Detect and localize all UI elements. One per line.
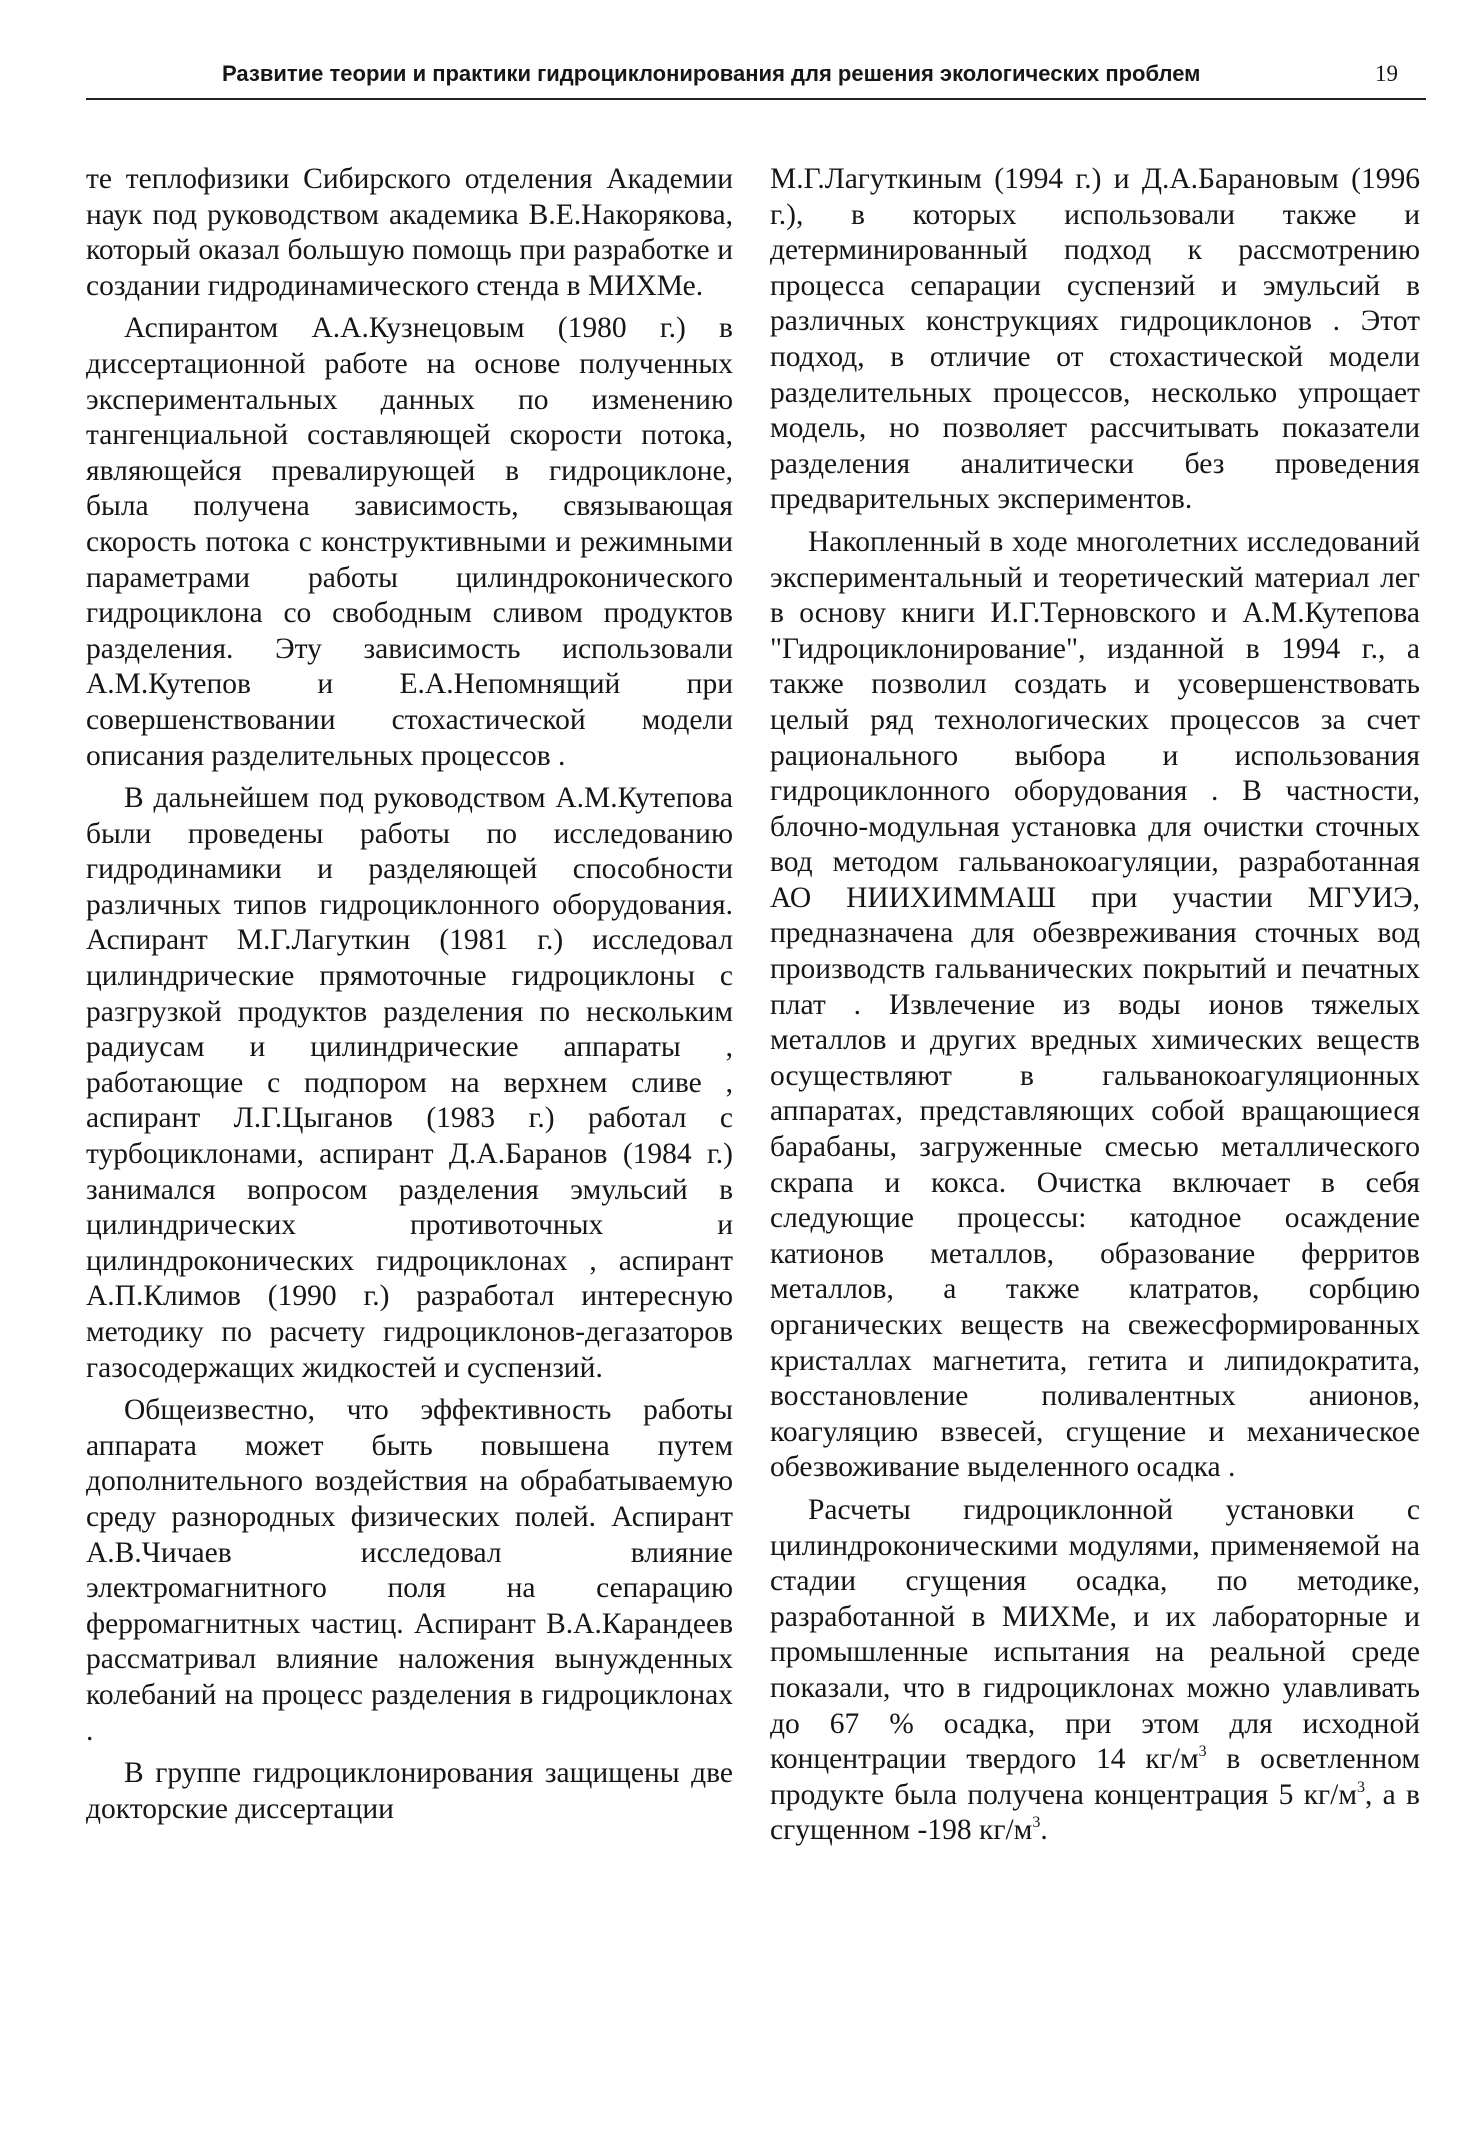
page-number: 19	[1375, 61, 1398, 86]
left-column	[86, 162, 733, 1834]
paragraph: те теплофизики Сибирского отделения Академии наук под руководством академика В.Е.Накорякова, который оказал большую помощь при разработке и создании гидродинамического стенда в МИХМе.	[86, 163, 733, 302]
paragraph: Общеизвестно, что эффективность работы аппарата может быть повышена путем дополнительного воздействия на обрабатываемую среду разнородных физических полей. Аспирант А.В.Чичаев исследовал влияние электромагнитного поля на сепарацию ферромагнитных частиц. Аспирант В.А.Карандеев рассматривал влияние наложения вынужденных колебаний на процесс разделения в гидроциклонах .	[86, 1394, 733, 1747]
right-column	[770, 162, 1420, 1856]
superscript: 3	[1198, 1743, 1207, 1761]
paragraph	[770, 1493, 1420, 1849]
running-header	[86, 58, 1426, 100]
running-title: Развитие теории и практики гидроциклонирования для решения экологических проблем	[222, 61, 1201, 86]
paragraph: В дальнейшем под руководством А.М.Кутепова были проведены работы по исследованию гидродинамики и разделяющей способности различных типов гидроциклонного оборудования. Аспирант М.Г.Лагуткин (1981 г.) исследовал цилиндрические прямоточные гидроциклоны с разгрузкой продуктов разделения по нескольким радиусам и цилиндрические аппараты , работающие с подпором на верхнем сливе , аспирант Л.Г.Цыганов (1983 г.) работал с турбоциклонами, аспирант Д.А.Баранов (1984 г.) занимался вопросом разделения эмульсий в цилиндрических противоточных и цилиндроконических гидроциклонах , аспирант А.П.Климов (1990 г.) разработал интересную методику по расчету гидроциклонов-дегазаторов газосодержащих жидкостей и суспензий.	[86, 782, 733, 1384]
superscript: 3	[1032, 1814, 1041, 1832]
paragraph-text: в осветленном продукте была получена концентрация 5 кг/м	[770, 1743, 1420, 1811]
paragraph: В группе гидроциклонирования защищены две докторские диссертации	[86, 1757, 733, 1825]
paragraph-text: .	[1040, 1814, 1048, 1847]
paragraph: Накопленный в ходе многолетних исследований экспериментальный и теоретический материал лег в основу книги И.Г.Терновского и А.М.Кутепова "Гидроциклонирование", изданной в 1994 г., а также позволил создать и усовершенствовать целый ряд технологических процессов за счет рационального выбора и использования гидроциклонного оборудования . В частности, блочно-модульная установка для очистки сточных вод методом гальванокоагуляции, разработанная АО НИИХИММАШ при участии МГУИЭ, предназначена для обезвреживания сточных вод производств гальванических покрытий и печатных плат . Извлечение из воды ионов тяжелых металлов и других вредных химических веществ осуществляют в гальванокоагуляционных аппаратах, представляющих собой вращающиеся барабаны, загруженные смесью металлического скрапа и кокса. Очистка включает в себя следующие процессы: катодное осаждение катионов металлов, образование ферритов металлов, а также клатратов, сорбцию органических веществ на свежесформированных кристаллах магнетита, гетита и липидократита, восстановление поливалентных анионов, коагуляцию взвесей, сгущение и механическое обезвоживание выделенного осадка .	[770, 525, 1420, 1484]
paragraph-text: Расчеты гидроциклонной установки с цилиндроконическими модулями, применяемой на стадии сгущения осадка, по методике, разработанной в МИХМе, и их лабораторные и промышленные испытания на реальной среде показали, что в гидроциклонах можно улавливать до 67 % осадка, при этом для исходной концентрации твердого 14 кг/м	[770, 1493, 1420, 1776]
superscript: 3	[1357, 1778, 1365, 1796]
paragraph: М.Г.Лагуткиным (1994 г.) и Д.А.Барановым (1996 г.), в которых использовали также и детерминированный подход к рассмотрению процесса сепарации суспензий и эмульсий в различных конструкциях гидроциклонов . Этот подход, в отличие от стохастической модели разделительных процессов, несколько упрощает модель, но позволяет рассчитывать показатели разделения аналитически без проведения предварительных экспериментов.	[770, 163, 1420, 516]
paragraph: Аспирантом А.А.Кузнецовым (1980 г.) в диссертационной работе на основе полученных экспериментальных данных по изменению тангенциальной составляющей скорости потока, являющейся превалирующей в гидроциклоне, была получена зависимость, связывающая скорость потока с конструктивными и режимными параметрами работы цилиндроконического гидроциклона со свободным сливом продуктов разделения. Эту зависимость использовали А.М.Кутепов и Е.А.Непомнящий при совершенствовании стохастической модели описания разделительных процессов .	[86, 312, 733, 772]
paragraph-text: , а в сгущенном -198 кг/м	[770, 1778, 1420, 1847]
